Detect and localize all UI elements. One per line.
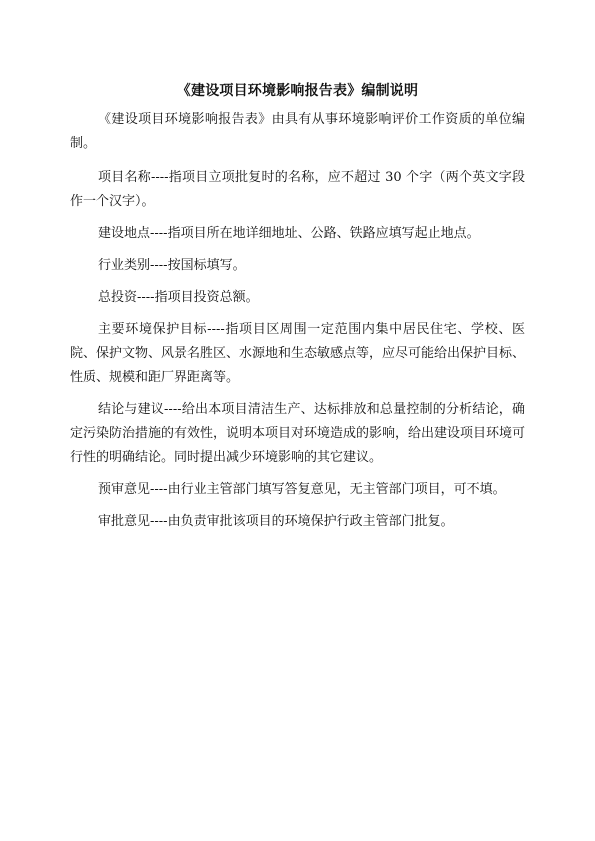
document-body <box>70 108 525 542</box>
paragraph-project-name: 项目名称----指项目立项批复时的名称，应不超过 30 个字（两个英文字段作一个汉字）。 <box>70 170 525 209</box>
paragraph-intro: 《建设项目环境影响报告表》由具有从事环境影响评价工作资质的单位编制。 <box>70 112 525 151</box>
paragraph-approval: 审批意见----由负责审批该项目的环境保护行政主管部门批复。 <box>98 514 454 529</box>
paragraph-total-investment: 总投资----指项目投资总额。 <box>98 290 259 305</box>
paragraph-construction-site: 建设地点----指项目所在地详细地址、公路、铁路应填写起止地点。 <box>98 226 480 241</box>
paragraph-pre-review: 预审意见----由行业主管部门填写答复意见，无主管部门项目，可不填。 <box>98 482 506 497</box>
document-title: 《建设项目环境影响报告表》编制说明 <box>176 83 419 99</box>
paragraph-conclusions: 结论与建议----给出本项目清洁生产、达标排放和总量控制的分析结论，确定污染防治措施的有效性，说明本项目对环境造成的影响，给出建设项目环境可行性的明确结论。同时提出减少环境影响的其它建议。 <box>70 402 526 465</box>
paragraph-protection-targets: 主要环境保护目标----指项目区周围一定范围内集中居民住宅、学校、医院、保护文物、风景名胜区、水源地和生态敏感点等，应尽可能给出保护目标、性质、规模和距厂界距离等。 <box>70 322 526 385</box>
paragraph-industry-category: 行业类别----按国标填写。 <box>98 258 246 273</box>
